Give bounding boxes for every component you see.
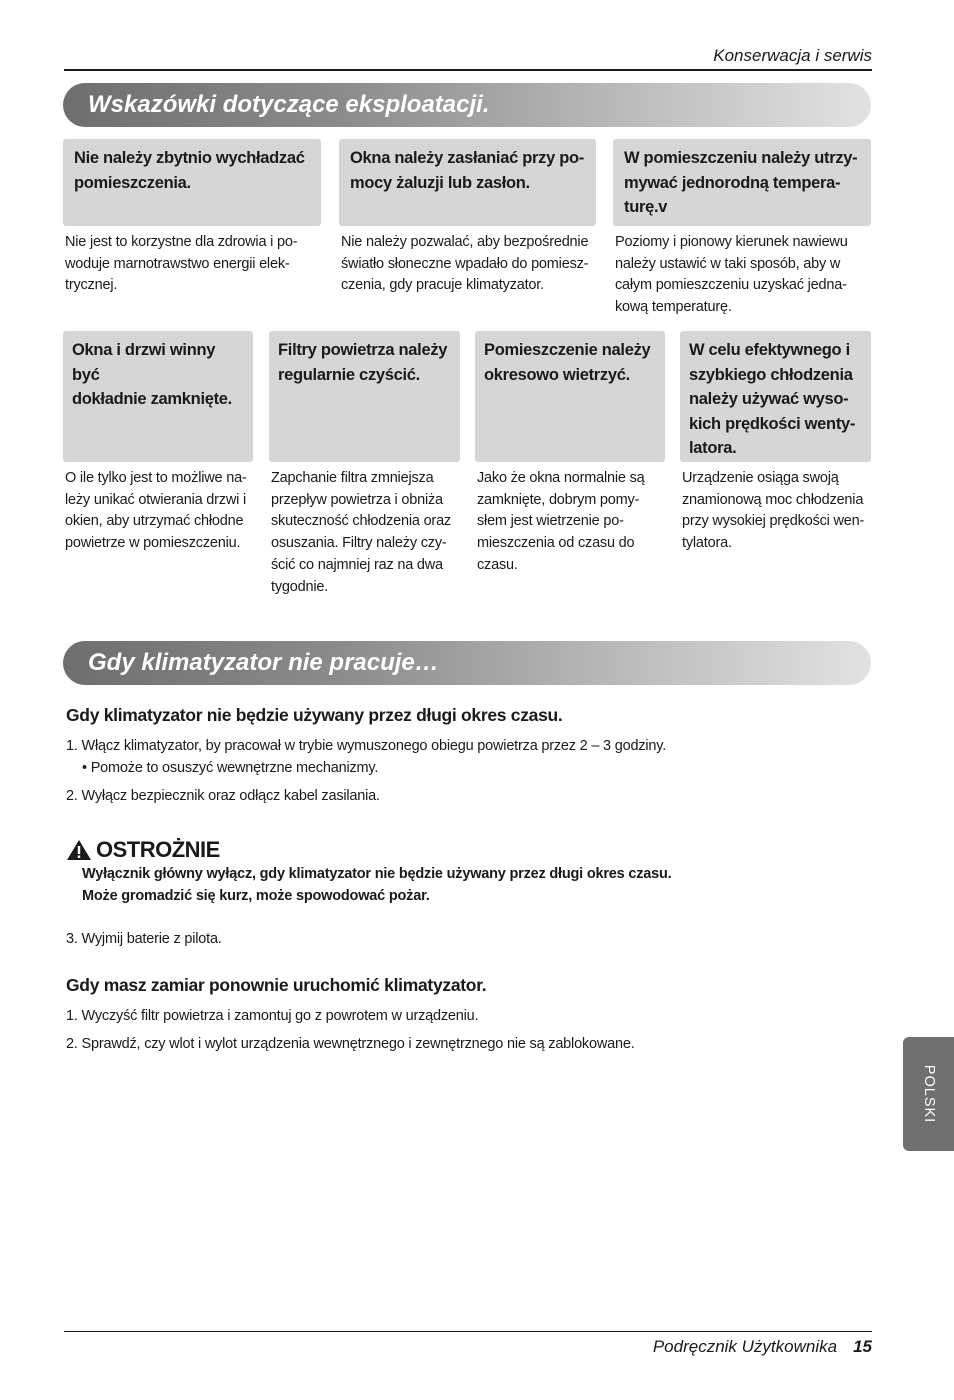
footer-title: Podręcznik Użytkownika xyxy=(652,1337,838,1356)
tip-desc-line: woduje marnotrawstwo energii elek- xyxy=(65,255,290,272)
footer-rule xyxy=(64,1331,872,1332)
tip-desc-line: trycznej. xyxy=(65,277,118,294)
tip-description xyxy=(613,232,871,319)
tip-desc-line: słem jest wietrzenie po- xyxy=(477,513,624,530)
step-item: 3. Wyjmij baterie z pilota. xyxy=(66,931,222,947)
tip-desc-line: Zapchanie filtra zmniejsza xyxy=(271,470,434,486)
step-item: 2. Wyłącz bezpiecznik oraz odłącz kabel zasilania. xyxy=(66,788,380,804)
tip-desc-line: powietrze w pomieszczeniu. xyxy=(65,535,241,552)
tip-title-box xyxy=(269,331,460,462)
tip-desc-line: mieszczenia od czasu do xyxy=(477,535,635,552)
tip-desc-line: znamionową moc chłodzenia xyxy=(682,491,864,508)
tip-card xyxy=(63,331,253,555)
tip-title-line: Filtry powietrza należy xyxy=(278,341,448,359)
tip-title-box xyxy=(339,139,596,226)
tip-title-line: dokładnie zamknięte. xyxy=(72,390,232,408)
warning-triangle-icon xyxy=(66,839,92,861)
tip-title-line: mywać jednorodną tempera- xyxy=(624,173,841,192)
tip-description xyxy=(475,468,665,577)
step-item: 2. Sprawdź, czy wlot i wylot urządzenia wewnętrznego i zewnętrznego nie są zablokowane. xyxy=(66,1036,635,1052)
caution-heading xyxy=(66,837,220,863)
tip-title-line: mocy żaluzji lub zasłon. xyxy=(350,173,530,192)
tip-desc-line: tygodnie. xyxy=(271,578,329,595)
tip-title-line: szybkiego chłodzenia xyxy=(689,365,853,384)
header-rule xyxy=(64,69,872,71)
tip-title-line: Pomieszczenie należy xyxy=(484,341,651,359)
tip-desc-line: Nie jest to korzystne dla zdrowia i po- xyxy=(65,234,298,250)
tip-title-box xyxy=(63,139,321,226)
tip-title-line: W pomieszczeniu należy utrzy- xyxy=(624,149,858,167)
tip-desc-line: tylatora. xyxy=(682,535,732,552)
tip-desc-line: okien, aby utrzymać chłodne xyxy=(65,513,244,530)
tip-desc-line: czasu. xyxy=(477,556,518,573)
caution-title: OSTROŻNIE xyxy=(96,837,220,862)
tip-desc-line: Jako że okna normalnie są xyxy=(477,470,645,486)
tip-card xyxy=(63,139,321,297)
tip-title-line: regularnie czyścić. xyxy=(278,365,420,384)
tip-title-line: okresowo wietrzyć. xyxy=(484,365,630,384)
tip-description xyxy=(63,468,253,555)
tip-description xyxy=(63,232,321,297)
tip-desc-line: kową temperaturę. xyxy=(615,299,732,316)
tip-title-box xyxy=(680,331,871,462)
tip-desc-line: zamknięte, dobrym pomy- xyxy=(477,491,640,508)
step-item: 1. Włącz klimatyzator, by pracował w trybie wymuszonego obiegu powietrza przez 2 – 3 godziny. xyxy=(66,738,667,754)
tip-desc-line: Nie należy pozwalać, aby bezpośrednie xyxy=(341,234,589,250)
tip-desc-line: przepływ powietrza i obniża xyxy=(271,491,443,508)
tip-desc-line: ścić co najmniej raz na dwa xyxy=(271,556,443,573)
tip-desc-line: O ile tylko jest to możliwe na- xyxy=(65,470,247,486)
tip-desc-line: osuszania. Filtry należy czy- xyxy=(271,535,447,552)
tip-description xyxy=(269,468,460,598)
tip-desc-line: skuteczność chłodzenia oraz xyxy=(271,513,451,530)
tip-desc-line: czenia, gdy pracuje klimatyzator. xyxy=(341,277,544,294)
tip-desc-line: leży unikać otwierania drzwi i xyxy=(65,491,246,508)
tip-card xyxy=(269,331,460,598)
tip-title-line: latora. xyxy=(689,439,737,457)
tip-title-box xyxy=(63,331,253,462)
tip-title-line: należy używać wyso- xyxy=(689,390,849,408)
caution-text: Może gromadzić się kurz, może spowodować pożar. xyxy=(82,888,430,904)
page-number: 15 xyxy=(853,1337,872,1356)
tip-desc-line: Poziomy i pionowy kierunek nawiewu xyxy=(615,234,848,250)
section-heading-restart: Gdy masz zamiar ponownie uruchomić klimatyzator. xyxy=(66,975,487,995)
tip-desc-line: światło słoneczne wpadało do pomiesz- xyxy=(341,255,589,272)
section-heading-long-idle: Gdy klimatyzator nie będzie używany przez długi okres czasu. xyxy=(66,705,563,725)
step-item: 1. Wyczyść filtr powietrza i zamontuj go z powrotem w urządzeniu. xyxy=(66,1008,479,1024)
tip-title-line: Okna i drzwi winny być xyxy=(72,341,216,384)
tip-title-line: Okna należy zasłaniać przy po- xyxy=(350,149,585,167)
step-sub-item: • Pomoże to osuszyć wewnętrzne mechanizmy. xyxy=(82,760,379,776)
tip-card xyxy=(475,331,665,577)
caution-text: Wyłącznik główny wyłącz, gdy klimatyzator nie będzie używany przez długi okres czasu. xyxy=(82,866,672,882)
banner-operation-tips: Wskazówki dotyczące eksploatacji. xyxy=(63,83,871,127)
language-tab xyxy=(903,1037,954,1151)
tip-title-box xyxy=(475,331,665,462)
tip-desc-line: całym pomieszczeniu uzyskać jedna- xyxy=(615,277,847,294)
page-footer xyxy=(653,1337,872,1357)
tip-title-line: kich prędkości wenty- xyxy=(689,414,856,433)
tip-card xyxy=(680,331,871,555)
section-header: Konserwacja i serwis xyxy=(713,46,872,65)
tip-title-line: turę.v xyxy=(624,198,668,216)
tip-card xyxy=(613,139,871,319)
tip-description xyxy=(680,468,871,555)
tip-desc-line: należy ustawić w taki sposób, aby w xyxy=(615,255,841,272)
tip-card xyxy=(339,139,596,297)
tip-desc-line: Urządzenie osiąga swoją xyxy=(682,470,839,486)
tip-title-line: W celu efektywnego i xyxy=(689,341,850,359)
tip-title-line: Nie należy zbytnio wychładzać xyxy=(74,149,305,167)
tip-description xyxy=(339,232,596,297)
tip-title-box xyxy=(613,139,871,226)
tip-desc-line: przy wysokiej prędkości wen- xyxy=(682,513,865,530)
tip-title-line: pomieszczenia. xyxy=(74,173,191,192)
language-tab-label: POLSKI xyxy=(920,1064,937,1124)
banner-not-operating: Gdy klimatyzator nie pracuje… xyxy=(63,641,871,685)
